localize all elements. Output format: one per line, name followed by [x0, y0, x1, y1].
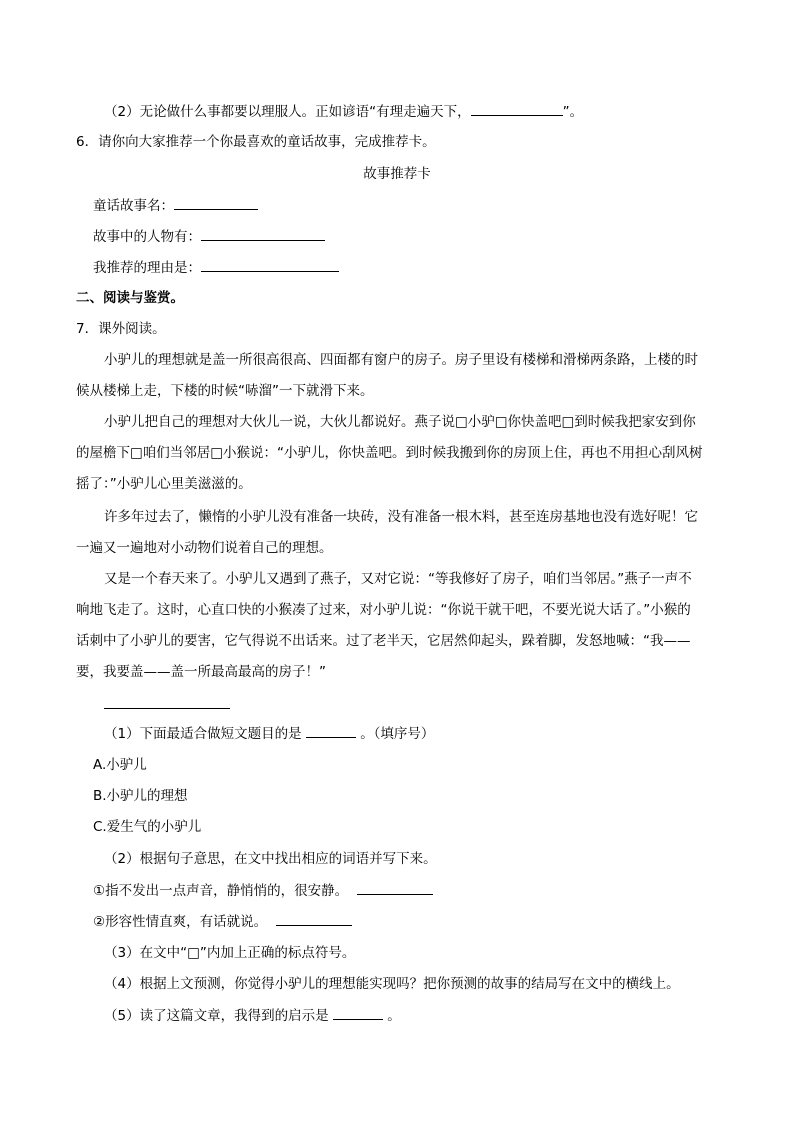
passage-line: 话刺中了小驴儿的要害，它气得说不出话来。过了老半天，它居然仰起头，跺着脚，发怒地喊：“我——	[76, 633, 691, 649]
story-name-blank[interactable]	[174, 195, 258, 210]
q6-prompt: 6．请你向大家推荐一个你最喜欢的童话故事，完成推荐卡。	[76, 134, 436, 150]
sub2-prompt: （2）根据句子意思，在文中找出相应的词语并写下来。	[104, 851, 437, 867]
characters-field	[93, 226, 325, 247]
q5-part2-closing: ”。	[562, 104, 584, 120]
passage-line: 的屋檐下□咱们当邻居□小猴说：“小驴儿，你快盖吧。到时候我搬到你的房顶上住，再也不用担心刮风树	[76, 445, 703, 461]
passage-line: 小驴儿把自己的理想对大伙儿一说，大伙儿都说好。燕子说□小驴□你快盖吧□到时候我把家安到你	[104, 414, 696, 430]
passage-line: 又是一个春天来了。小驴儿又遇到了燕子，又对它说：“等我修好了房子，咱们当邻居。”燕子一声不	[104, 571, 692, 587]
option-c: C.爱生气的小驴儿	[93, 819, 202, 835]
sub2-item2	[93, 911, 352, 932]
story-name-label: 童话故事名：	[93, 198, 174, 214]
section-heading: 二、阅读与鉴赏。	[76, 290, 184, 306]
q5-part2-line	[104, 101, 583, 122]
card-title: 故事推荐卡	[363, 166, 431, 182]
sub5-line	[104, 1005, 401, 1026]
option-a: A.小驴儿	[93, 757, 147, 773]
sub2-item2-text: ②形容性情直爽，有话就说。	[93, 914, 268, 930]
reason-label: 我推荐的理由是：	[93, 260, 201, 276]
sub4: （4）根据上文预测，你觉得小驴儿的理想能实现吗？把你预测的故事的结局写在文中的横线上。	[104, 976, 680, 992]
sub2-item1	[93, 880, 433, 901]
q5-part2-blank[interactable]	[471, 101, 563, 116]
sub1-closing: 。（填序号）	[360, 726, 435, 742]
sub1-line	[104, 723, 434, 744]
q5-part2-text: （2）无论做什么事都要以理服人。正如谚语“有理走遍天下，	[104, 104, 471, 120]
sub3: （3）在文中“□”内加上正确的标点符号。	[104, 945, 356, 961]
characters-blank[interactable]	[201, 226, 325, 241]
sub2-item1-text: ①指不发出一点声音，静悄悄的，很安静。	[93, 883, 349, 899]
reason-field	[93, 257, 339, 278]
ending-answer-line[interactable]	[104, 708, 230, 709]
passage-line: 要，我要盖——盖一所最高最高的房子！”	[76, 664, 326, 680]
sub2-item2-blank[interactable]	[276, 911, 352, 926]
passage-line: 许多年过去了，懒惰的小驴儿没有准备一块砖，没有准备一根木料，甚至连房基地也没有选好呢！它	[104, 509, 698, 525]
passage-line: 摇了：”小驴儿心里美滋滋的。	[76, 476, 252, 492]
sub5-text: （5）读了这篇文章，我得到的启示是	[104, 1008, 329, 1024]
option-b: B.小驴儿的理想	[93, 788, 188, 804]
reason-blank[interactable]	[201, 257, 339, 272]
sub5-blank[interactable]	[333, 1005, 383, 1020]
passage-line: 一遍又一遍地对小动物们说着自己的理想。	[76, 540, 333, 556]
passage-line: 候从楼梯上走，下楼的时候“哧溜”一下就滑下来。	[76, 383, 374, 399]
sub1-blank[interactable]	[306, 723, 356, 738]
sub1-text: （1）下面最适合做短文题目的是	[104, 726, 302, 742]
q7-prompt: 7．课外阅读。	[76, 321, 166, 337]
sub5-closing: 。	[387, 1008, 401, 1024]
characters-label: 故事中的人物有：	[93, 229, 201, 245]
story-name-field	[93, 195, 258, 216]
sub2-item1-blank[interactable]	[357, 880, 433, 895]
passage-line: 响地飞走了。这时，心直口快的小猴凑了过来，对小驴儿说：“你说干就干吧，不要光说大话了。”小猴的	[76, 602, 691, 618]
passage-line: 小驴儿的理想就是盖一所很高很高、四面都有窗户的房子。房子里设有楼梯和滑梯两条路，上楼的时	[104, 352, 698, 368]
